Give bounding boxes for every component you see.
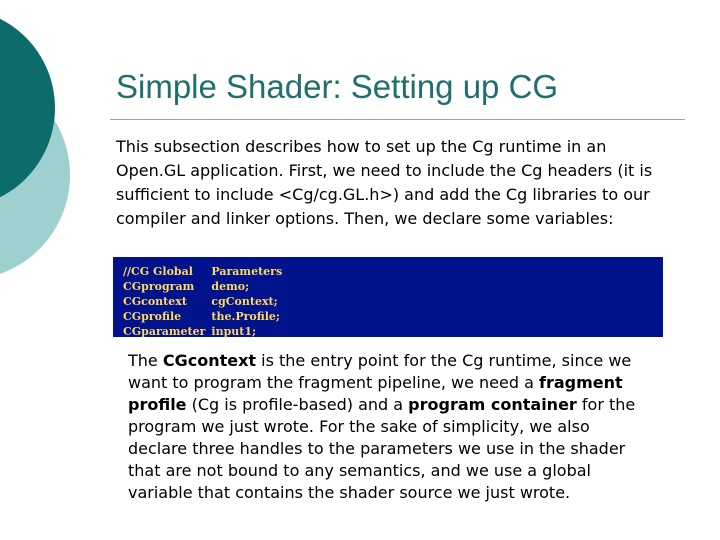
code-name: the.Profile; [211,310,280,323]
body-text-run: is the entry point for the Cg runtime, since we want to program the fragment pipeline, we need a [128,351,632,392]
body-bold-fragment-profile: fragment profile [128,373,623,414]
code-type: CGparameter [123,325,206,338]
code-line [123,279,288,294]
body-text-run: The [128,351,163,370]
code-table [123,264,288,339]
code-type: //CG Global [123,265,193,278]
code-name: demo; [211,280,250,293]
code-type: CGprogram [123,280,195,293]
code-line [123,309,288,324]
body-text-run: (Cg is profile-based) and a [186,395,409,414]
body-bold-cgcontext: CGcontext [162,351,257,370]
code-name: Parameters [211,265,283,278]
code-name: cgContext; [211,295,278,308]
code-block [113,257,663,337]
code-name: input1; [211,325,257,338]
title-divider [110,119,685,120]
code-line [123,324,288,339]
decorative-circles [0,0,110,300]
code-type: CGcontext [123,295,187,308]
code-type: CGprofile [123,310,182,323]
intro-paragraph: This subsection describes how to set up the Cg runtime in an Open.GL application. First, we need to include the Cg headers (it is sufficient to include <Cg/cg.GL.h>) and add the Cg libraries to our compiler and linker options. Then, we declare some variables: [116,137,653,228]
body-bold-program-container: program container [408,395,577,414]
body-paragraph [128,350,648,504]
slide-title: Simple Shader: Setting up CG [116,68,559,105]
code-line [123,294,288,309]
code-line [123,264,288,279]
body-text-run: for the program we just wrote. For the sake of simplicity, we also declare three handles to the parameters we use in the shader that are not bound to any semantics, and we use a global variable that contains the shader source we just wrote. [128,395,636,502]
